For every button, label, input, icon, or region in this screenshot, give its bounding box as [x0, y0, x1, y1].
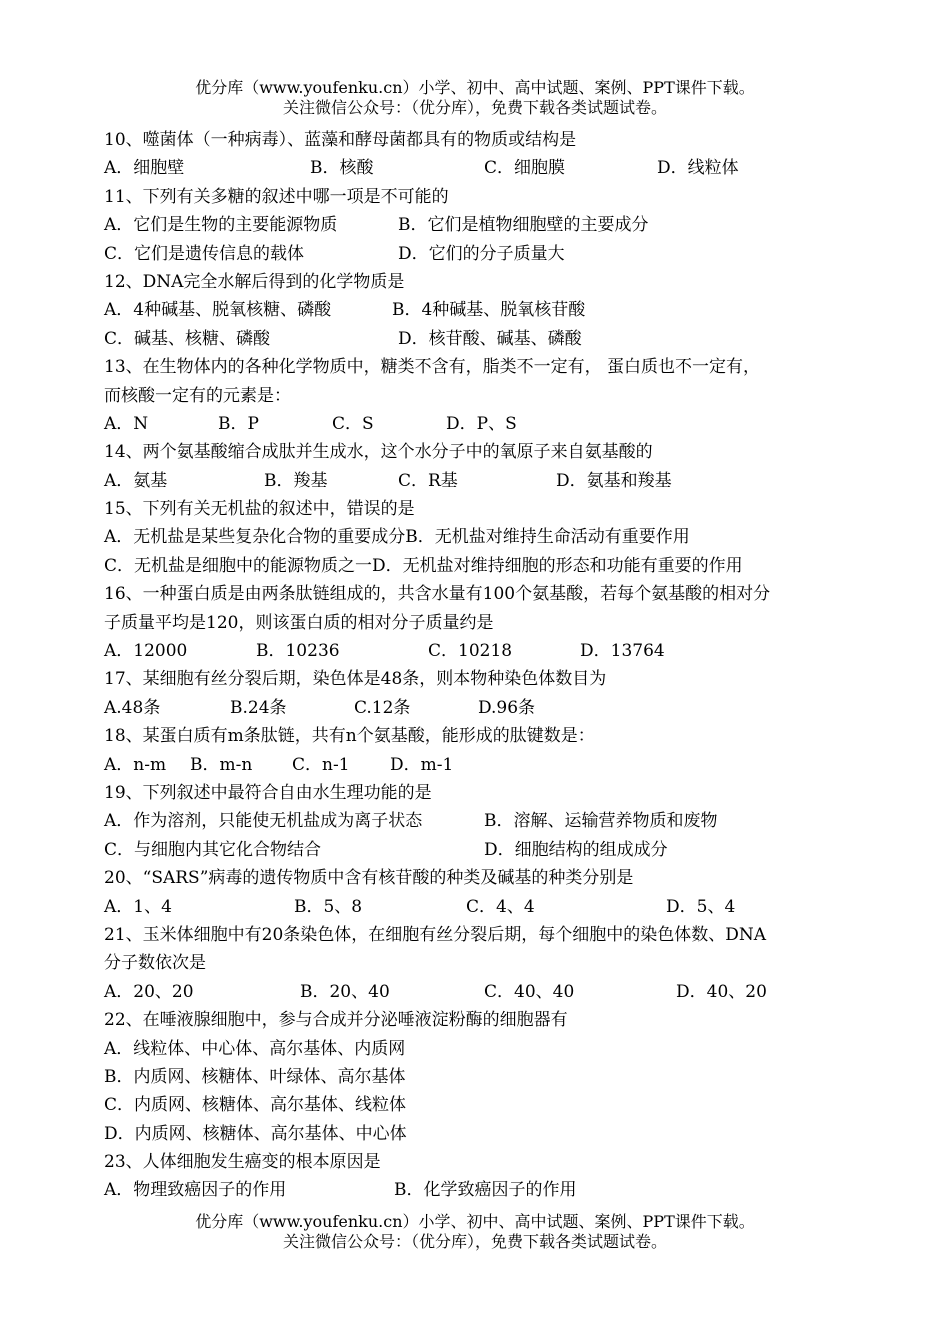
header-line-1: 优分库（www.youfenku.cn）小学、初中、高中试题、案例、PPT课件下载。 [195, 78, 755, 97]
option-a: A．氨基 [104, 470, 168, 491]
option-d: D．内质网、核糖体、高尔基体、中心体 [104, 1123, 407, 1144]
option-b: B.24条 [230, 697, 287, 718]
question-23-options-ab [104, 1176, 864, 1204]
option-a: A．12000 [104, 641, 188, 662]
question-17-stem: 17、某细胞有丝分裂后期，染色体是48条，则本物种染色体数目为 [104, 669, 607, 690]
option-c: C．内质网、核糖体、高尔基体、线粒体 [104, 1095, 407, 1116]
option-a: A．20、20 [104, 981, 194, 1002]
question-23-stem: 23、人体细胞发生癌变的根本原因是 [104, 1152, 381, 1173]
question-18-options [104, 751, 864, 779]
page-header [0, 78, 950, 118]
question-13-stem-cont: 而核酸一定有的元素是： [104, 385, 291, 406]
question-15-options-ab: A．无机盐是某些复杂化合物的重要成分B．无机盐对维持生命活动有重要作用 [104, 527, 690, 548]
header-line-2: 关注微信公众号：（优分库），免费下载各类试题试卷。 [282, 98, 667, 117]
option-d: D．细胞结构的组成成分 [484, 839, 668, 860]
question-list [104, 126, 864, 1205]
option-a: A．1、4 [104, 896, 172, 917]
question-13-options [104, 410, 864, 438]
option-d: D．它们的分子质量大 [398, 243, 565, 264]
question-12-options-ab [104, 296, 864, 324]
question-18-stem: 18、某蛋白质有m条肽链，共有n个氨基酸，能形成的肽键数是： [104, 726, 595, 747]
option-d: D.96条 [478, 697, 536, 718]
option-b: B．化学致癌因子的作用 [394, 1180, 577, 1201]
option-c: C．10218 [428, 641, 513, 662]
option-b: B．羧基 [264, 470, 328, 491]
option-a: A．n-m [104, 754, 167, 775]
question-12-stem: 12、DNA完全水解后得到的化学物质是 [104, 271, 405, 292]
option-b: B．4种碱基、脱氧核苷酸 [392, 300, 586, 321]
question-20-stem: 20、“SARS”病毒的遗传物质中含有核苷酸的种类及碱基的种类分别是 [104, 868, 634, 889]
question-21-stem-cont: 分子数依次是 [104, 953, 206, 974]
question-14-stem: 14、两个氨基酸缩合成肽并生成水，这个水分子中的氧原子来自氨基酸的 [104, 442, 653, 463]
option-c: C．与细胞内其它化合物结合 [104, 839, 322, 860]
option-a: A．线粒体、中心体、高尔基体、内质网 [104, 1038, 406, 1059]
question-17-options [104, 694, 864, 722]
question-11-options-ab [104, 211, 864, 239]
question-15-options-cd: C．无机盐是细胞中的能源物质之一D．无机盐对维持细胞的形态和功能有重要的作用 [104, 555, 743, 576]
option-b: B．20、40 [300, 981, 390, 1002]
option-a: A．N [104, 413, 149, 434]
option-c: C．细胞膜 [484, 158, 566, 179]
footer-line-1: 优分库（www.youfenku.cn）小学、初中、高中试题、案例、PPT课件下载。 [195, 1212, 755, 1231]
option-c: C．S [332, 413, 374, 434]
option-b: B．5、8 [294, 896, 363, 917]
option-c: C．R基 [398, 470, 458, 491]
option-a: A．物理致癌因子的作用 [104, 1180, 287, 1201]
option-a: A．细胞壁 [104, 158, 185, 179]
option-d: D．5、4 [666, 896, 736, 917]
page-footer [0, 1212, 950, 1252]
option-d: D．线粒体 [657, 158, 739, 179]
question-10-options [104, 154, 864, 182]
option-d: D．氨基和羧基 [556, 470, 672, 491]
option-b: B．m-n [190, 754, 253, 775]
option-a: A．4种碱基、脱氧核糖、磷酸 [104, 300, 332, 321]
question-11-options-cd [104, 240, 864, 268]
option-a: A.48条 [104, 697, 161, 718]
option-b: B．核酸 [310, 158, 374, 179]
question-19-options-ab [104, 807, 864, 835]
question-15-stem: 15、下列有关无机盐的叙述中，错误的是 [104, 499, 415, 520]
option-d: D．P、S [446, 413, 517, 434]
question-19-options-cd [104, 836, 864, 864]
option-c: C．4、4 [466, 896, 535, 917]
question-16-stem: 16、一种蛋白质是由两条肽链组成的，共含水量有100个氨基酸，若每个氨基酸的相对分 [104, 584, 771, 605]
option-b: B．内质网、核糖体、叶绿体、高尔基体 [104, 1066, 406, 1087]
question-21-options [104, 978, 864, 1006]
question-20-options [104, 893, 864, 921]
option-d: D．m-1 [390, 754, 454, 775]
option-b: B．它们是植物细胞壁的主要成分 [398, 215, 649, 236]
option-b: B．溶解、运输营养物质和废物 [484, 811, 718, 832]
question-21-stem: 21、玉米体细胞中有20条染色体，在细胞有丝分裂后期，每个细胞中的染色体数、DNA [104, 924, 767, 945]
question-19-stem: 19、下列叙述中最符合自由水生理功能的是 [104, 782, 432, 803]
option-a: A．作为溶剂，只能使无机盐成为离子状态 [104, 811, 423, 832]
question-16-stem-cont: 子质量平均是120，则该蛋白质的相对分子质量约是 [104, 612, 494, 633]
question-22-stem: 22、在唾液腺细胞中，参与合成并分泌唾液淀粉酶的细胞器有 [104, 1010, 568, 1031]
option-c: C．它们是遗传信息的载体 [104, 243, 305, 264]
option-d: D．40、20 [676, 981, 767, 1002]
question-14-options [104, 467, 864, 495]
question-16-options [104, 637, 864, 665]
question-13-stem: 13、在生物体内的各种化学物质中，糖类不含有，脂类不一定有， 蛋白质也不一定有， [104, 357, 761, 378]
question-10-stem: 10、噬菌体（一种病毒）、蓝藻和酵母菌都具有的物质或结构是 [104, 130, 577, 150]
question-12-options-cd [104, 325, 864, 353]
option-c: C．n-1 [292, 754, 350, 775]
option-a: A．它们是生物的主要能源物质 [104, 215, 338, 236]
option-b: B．10236 [256, 641, 340, 662]
option-c: C．碱基、核糖、磷酸 [104, 328, 271, 349]
option-b: B．P [218, 413, 259, 434]
question-11-stem: 11、下列有关多糖的叙述中哪一项是不可能的 [104, 186, 449, 207]
option-d: D．核苷酸、碱基、磷酸 [398, 328, 582, 349]
footer-line-2: 关注微信公众号：（优分库），免费下载各类试题试卷。 [282, 1232, 667, 1251]
option-c: C.12条 [354, 697, 411, 718]
option-d: D．13764 [580, 641, 665, 662]
option-c: C．40、40 [484, 981, 575, 1002]
